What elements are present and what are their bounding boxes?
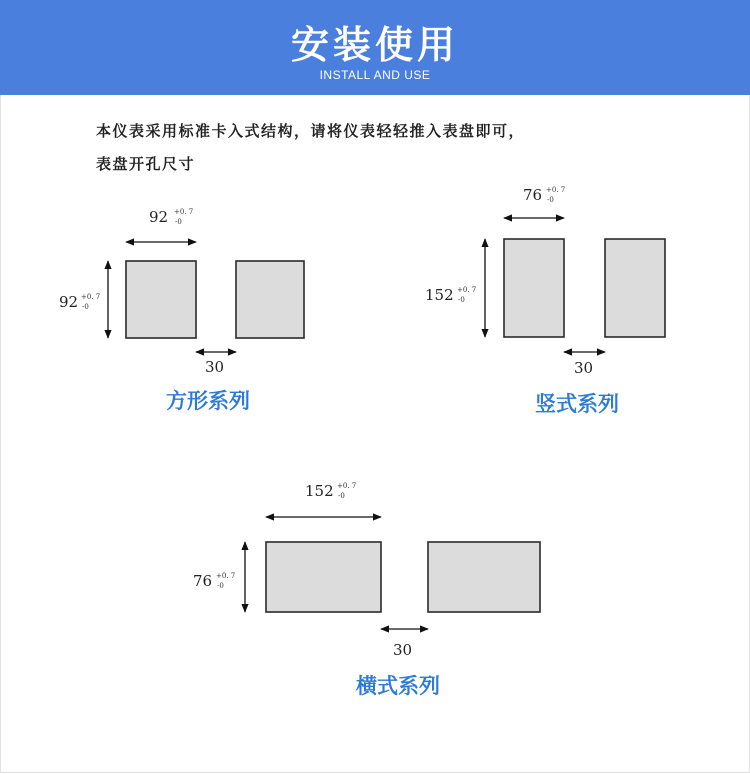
horizontal-cutout-right: [428, 542, 540, 612]
square-cutout-left: [126, 261, 196, 338]
square-width-tol-upper: +0. 7: [174, 208, 194, 216]
header-subtitle: INSTALL AND USE: [319, 68, 431, 82]
square-height-tol-lower: -0: [82, 303, 89, 311]
square-width-tol-lower: -0: [175, 218, 182, 226]
vertical-series-label: 竖式系列: [535, 392, 619, 416]
horizontal-height-tol-upper: +0. 7: [216, 572, 236, 580]
square-series-diagram: [59, 208, 304, 413]
horizontal-height-value: 76: [193, 572, 213, 590]
horizontal-width-tol-lower: -0: [338, 492, 345, 500]
square-width-value: 92: [149, 208, 169, 226]
vertical-height-tol-lower: -0: [458, 296, 465, 304]
vertical-series-diagram: [425, 186, 665, 416]
intro-line-2: 表盘开孔尺寸: [96, 155, 196, 173]
header-title: 安装使用: [290, 23, 459, 67]
vertical-gap-value: 30: [574, 359, 594, 377]
square-gap-value: 30: [205, 358, 225, 376]
vertical-width-tol-lower: -0: [547, 196, 554, 204]
vertical-cutout-right: [605, 239, 665, 337]
intro-line-1: 本仪表采用标准卡入式结构，请将仪表轻轻推入表盘即可，: [96, 122, 526, 140]
square-height-tol-upper: +0. 7: [81, 293, 101, 301]
vertical-width-tol-upper: +0. 7: [546, 186, 566, 194]
horizontal-width-value: 152: [305, 482, 334, 500]
vertical-width-value: 76: [523, 186, 543, 204]
square-series-label: 方形系列: [166, 389, 250, 413]
square-cutout-right: [236, 261, 304, 338]
vertical-cutout-left: [504, 239, 564, 337]
square-height-value: 92: [59, 293, 79, 311]
horizontal-gap-value: 30: [393, 641, 413, 659]
horizontal-series-label: 横式系列: [356, 674, 440, 698]
horizontal-series-diagram: [193, 482, 540, 698]
vertical-height-tol-upper: +0. 7: [457, 286, 477, 294]
vertical-height-value: 152: [425, 286, 454, 304]
horizontal-cutout-left: [266, 542, 381, 612]
horizontal-height-tol-lower: -0: [217, 582, 224, 590]
horizontal-width-tol-upper: +0. 7: [337, 482, 357, 490]
